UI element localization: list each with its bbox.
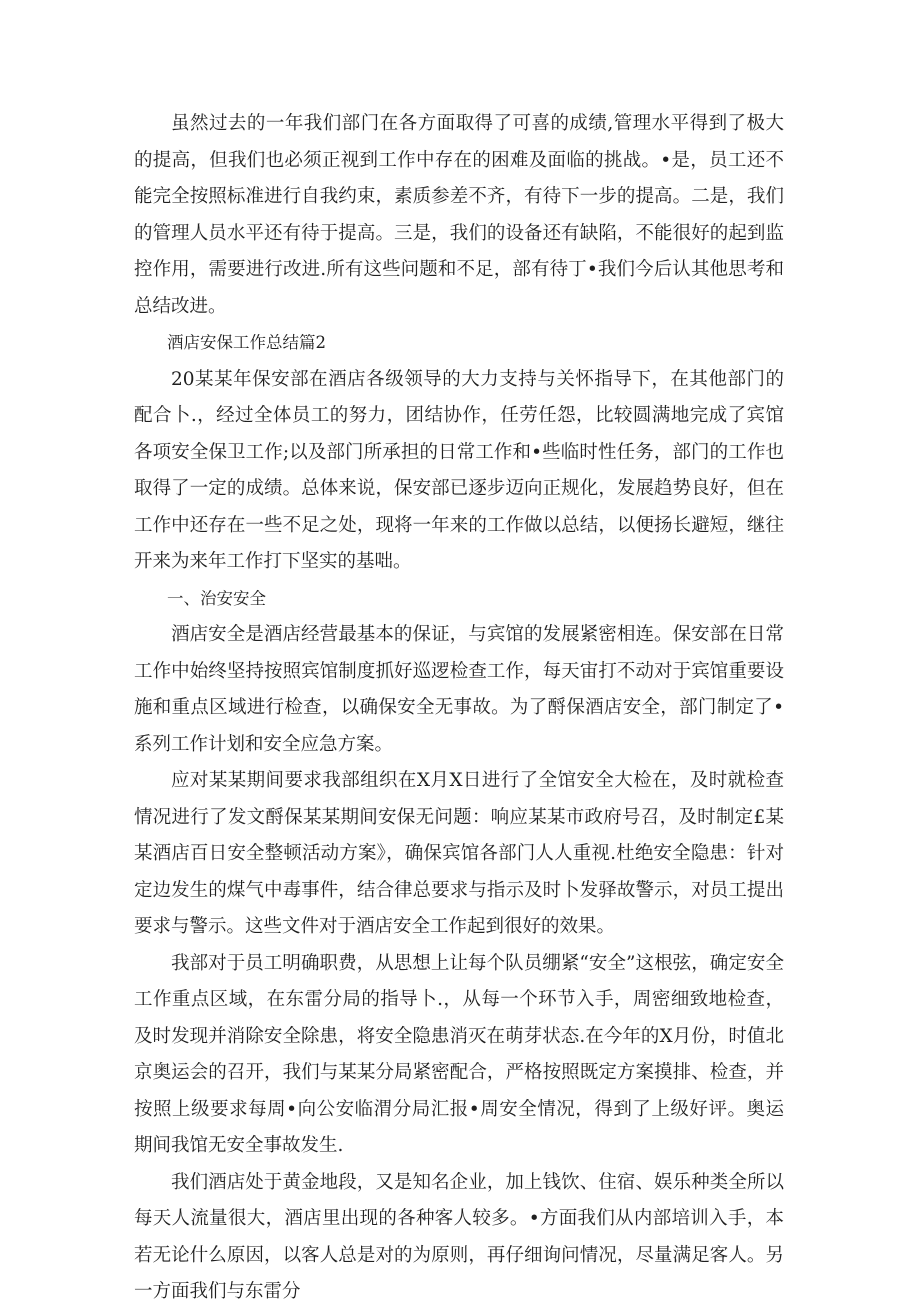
paragraph-1: 虽然过去的一年我们部门在各方面取得了可喜的成绩,管理水平得到了极大的提高，但我们也必须正视到工作中存在的困难及面临的挑战。•是，员工还不能完全按照标准进行自我约束，素质参差不齐，有待下一步的提高。二是，我们的管理人员水平还有待于提高。三是，我们的设备还有缺陷，不能很好的起到监控作用，需要进行改进.所有这些问题和不足，部有待丁•我们今后认其他思考和总结改进。 <box>134 113 784 317</box>
paragraph-3: 酒店安全是酒店经营最基本的保证，与宾馆的发展紧密相连。保安部在日常工作中始终坚持按照宾馆制度抓好巡逻检查工作，每天宙打不动对于宾馆重要设施和重点区域进行检查，以确保安全无事故。为了酹保酒店安全，部门制定了•系列工作计划和安全应急方案。 <box>134 624 784 755</box>
paragraph-2: 20某某年保安部在酒店各级领导的大力支持与关怀指导下，在其他部门的配合卜.，经过全体员工的努力，团结协作，任劳任怨，比较圆满地完成了宾馆各项安全保卫工作;以及部门所承担的日常工作和•些临时性任务，部门的工作也取得了一定的成绩。总体来说，保安部已逐步迈向正规化，发展趋势良好，但在工作中还存在一些不足之处，现将一年来的工作做以总结，以便扬长避短，继往开来为来年工作打下坚实的基咄。 <box>134 368 784 572</box>
section-title: 酒店安保工作总结篇2 <box>167 333 326 352</box>
subsection-title: 一、治安安全 <box>167 588 266 608</box>
paragraph-4: 应对某某期间要求我部组织在X月X日进行了全馆安全大检在，及时就检查情况进行了发文酹保某某期间安保无问题：响应某某市政府号召，及时制定£某某酒店百日安全整顿活动方案》，确保宾馆各部门人人重视.杜绝安全隐患：针对定边发生的煤气中毒事件，结合律总要求与指示及时卜发驿故警示，对员工提出要求与警示。这些文件对于酒店安全工作起到很好的效果。 <box>134 770 784 937</box>
paragraph-6: 我们酒店处于黄金地段，又是知名企业，加上钱饮、住宿、娱乐种类全所以每天人流量很大，酒店里出现的各种客人较多。•方面我们从内部培训入手，本若无论什么原因，以客人总是对的为原则，再仔细询问情况，尽量满足客人。另一方面我们与东雷分 <box>134 1171 784 1302</box>
paragraph-5: 我部对于员工明确职费，从思想上让每个队员绷紧“安全”这根弦，确定安全工作重点区域，在东雷分局的指导卜.，从每一个环节入手，周密细致地检查，及时发现并消除安全除患，将安全隐患消灭在萌芽状态.在今年的X月份，时值北京奥运会的召开，我们与某某分局紧密配合，严格按照既定方案摸排、检查，并按照上级要求每周•向公安临渭分局汇报•周安全情况，得到了上级好评。奥运期间我馆无安全事故发生. <box>134 952 784 1156</box>
document-page <box>134 106 784 1311</box>
